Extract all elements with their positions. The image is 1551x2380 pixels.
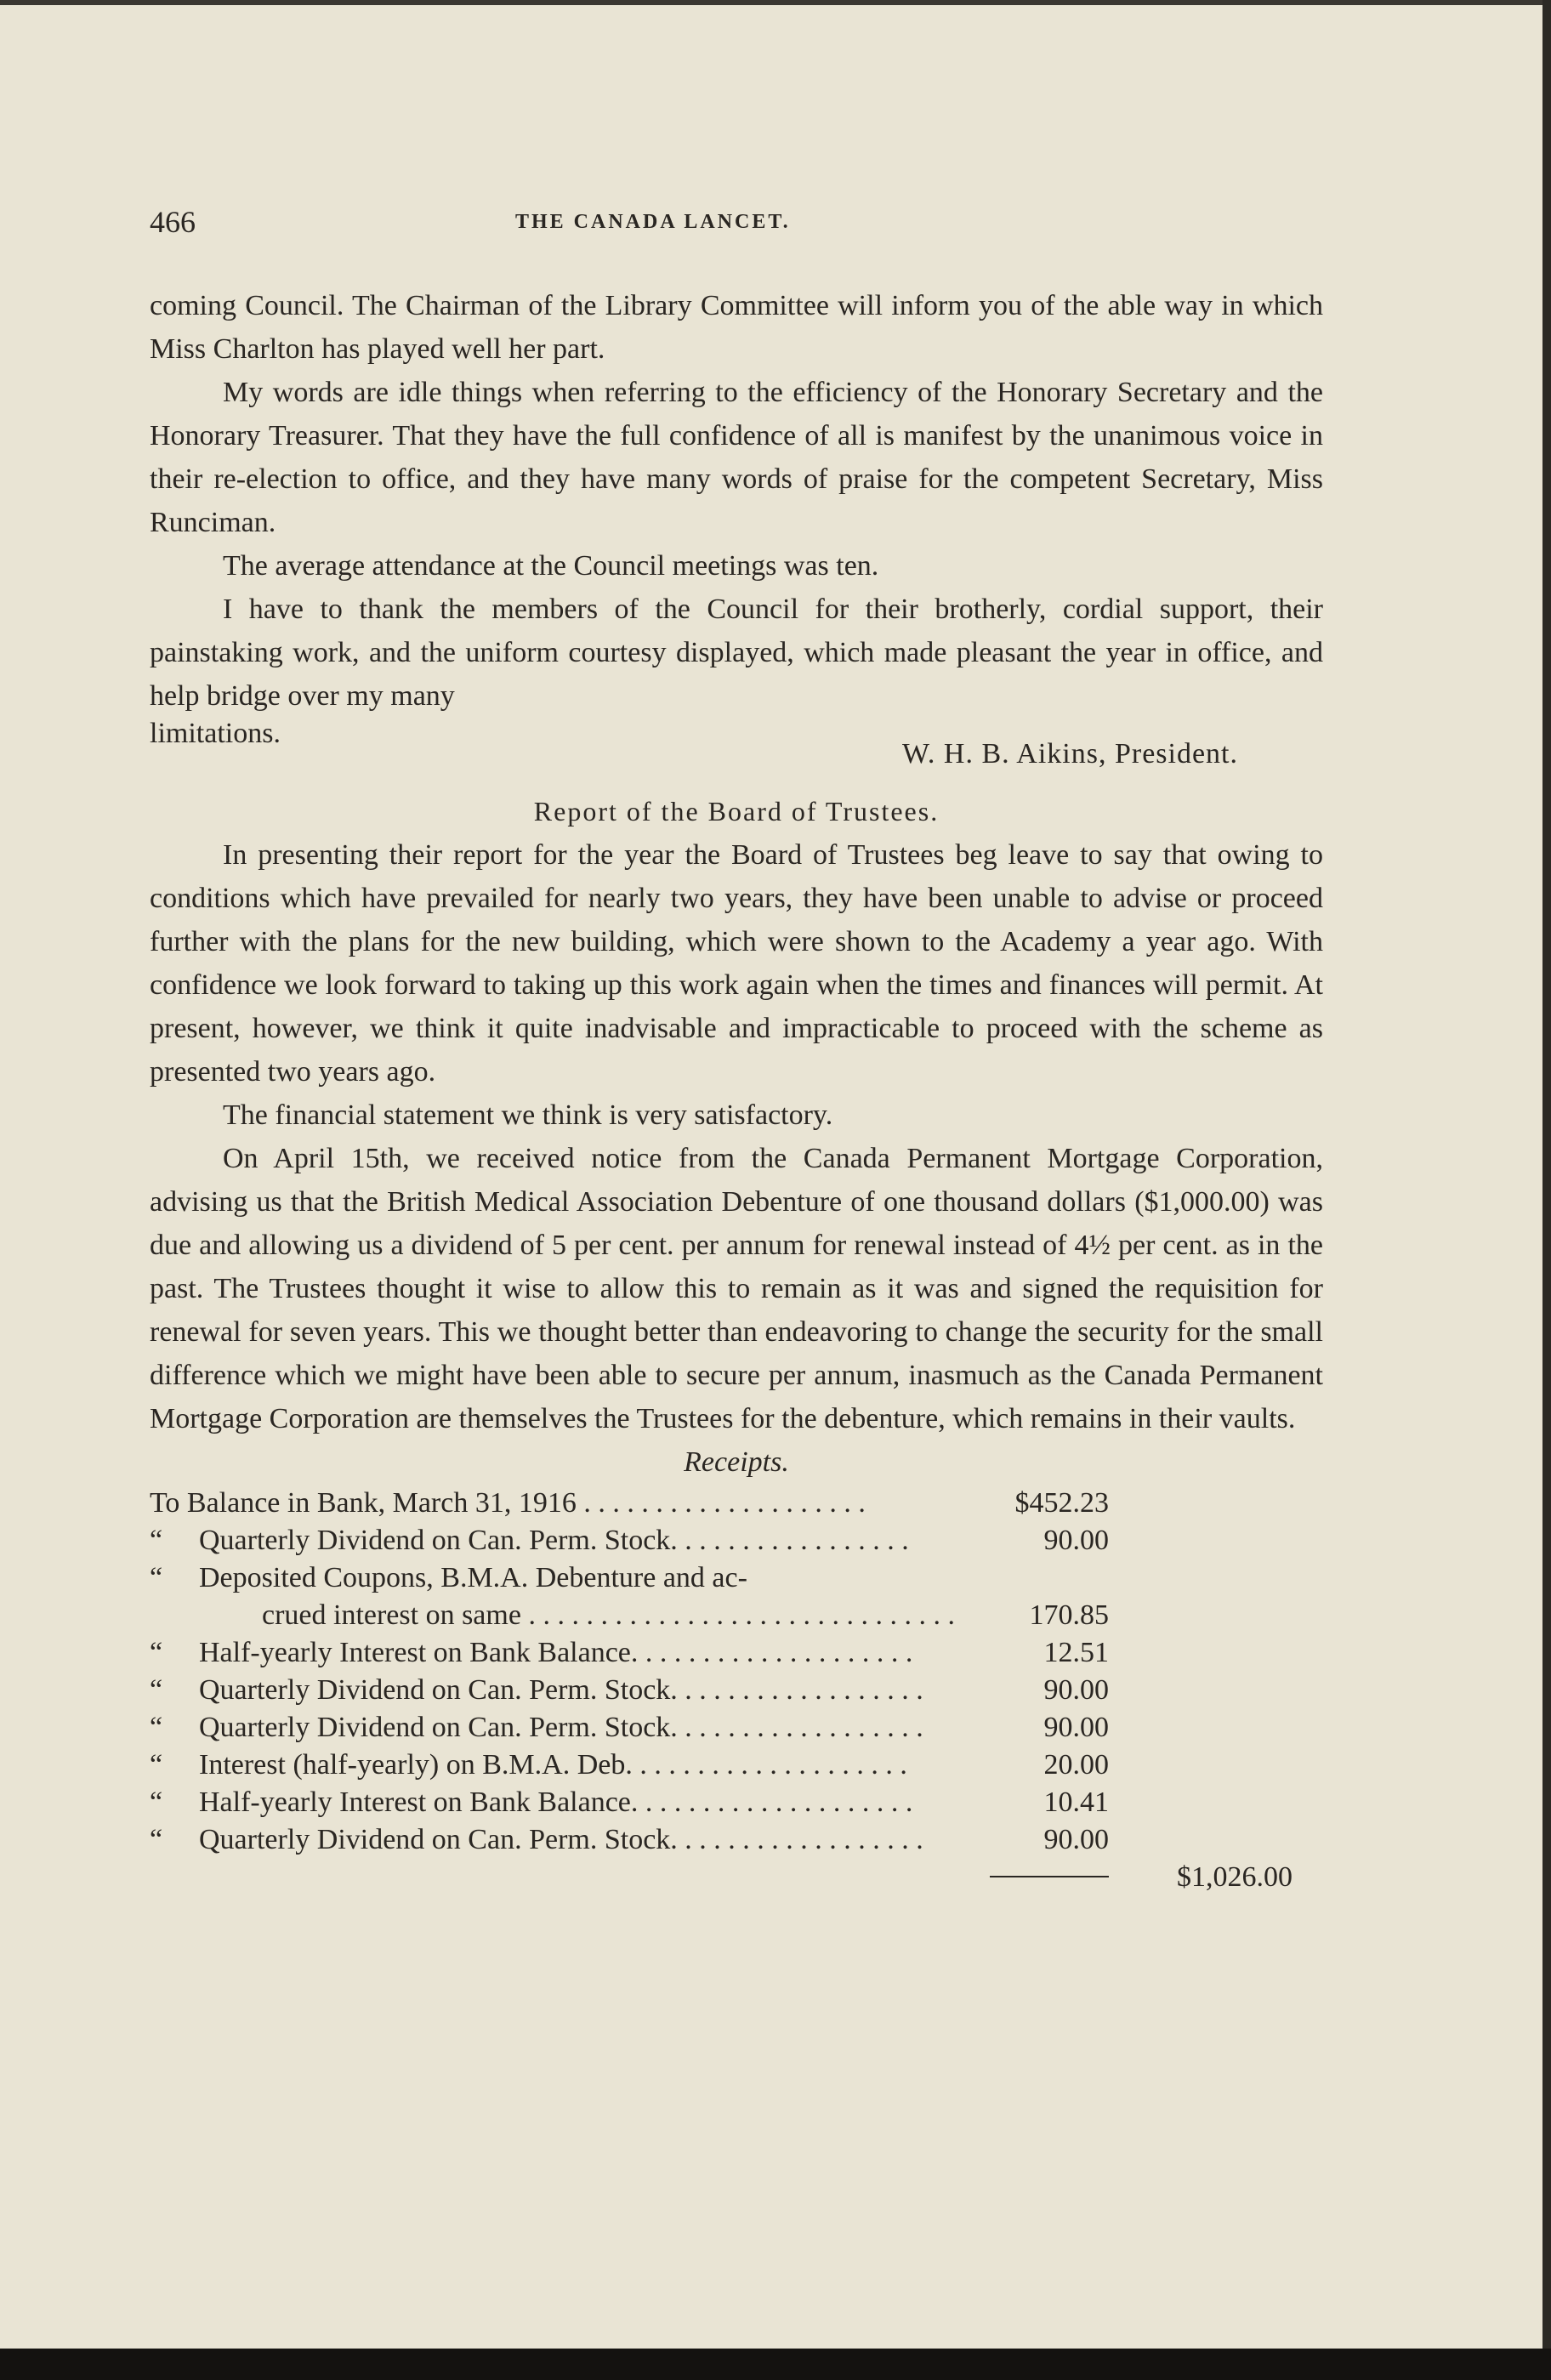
ledger-row [150,1597,1323,1634]
paragraph: coming Council. The Chairman of the Library Committee will inform you of the able way in which Miss Charlton has played well her part. [150,290,1323,365]
ledger-amount: 90.00 [1043,1674,1109,1706]
ledger-amount: 20.00 [1043,1749,1109,1781]
paragraph: On April 15th, we received notice from the Canada Permanent Mortgage Corporation, advising us that the British Medical Association Debenture of one thousand dollars ($1,000.00) was due and allowing us a dividend of 5 per cent. per annum for renewal instead of 4½ per cent. as in the past. The Trustees thought it wise to allow this to remain as it was and signed the requisition for renewal for seven years. This we thought better than endeavoring to change the security for the small difference which we might have been able to secure per annum, inasmuch as the Canada Permanent Mortgage Corporation are themselves the Trustees for the debenture, which remains in their vaults. [150,1143,1323,1434]
paragraph: My words are idle things when referring to the efficiency of the Honorary Secretary and the Honorary Treasurer. That they have the full confidence of all is manifest by the unanimous voice in their re-election to office, and they have many words of praise for the competent Secretary, Miss Runciman. [150,377,1323,538]
ledger-amount: 170.85 [1029,1599,1109,1631]
signature: W. H. B. Aikins, President. [901,738,1238,770]
page-header [150,204,1323,255]
ledger-description: Half-yearly Interest on Bank Balance. . . . . . . . . . . . . . . . . . . . [199,1637,913,1668]
ledger-total: $1,026.00 [1177,1861,1292,1893]
section-title: Report of the Board of Trustees. [533,796,940,826]
ledger-row [150,1634,1323,1672]
ditto-mark: “ [150,1824,163,1855]
sum-rule [990,1876,1109,1877]
ledger-amount: 90.00 [1043,1712,1109,1743]
ledger-description: Quarterly Dividend on Can. Perm. Stock. . . . . . . . . . . . . . . . . [199,1525,909,1556]
paragraph: In presenting their report for the year the Board of Trustees beg leave to say that owing to conditions which have prevailed for nearly two years, they have been unable to advise or proceed further with the plans for the new building, which were shown to the Academy a year ago. With confidence we look forward to taking up this work again when the times and finances will permit. At present, however, we think it quite inadvisable and impracticable to proceed with the scheme as presented two years ago. [150,839,1323,1088]
ledger-description: Deposited Coupons, B.M.A. Debenture and ac- [199,1562,747,1593]
ledger-row [150,1672,1323,1709]
ditto-mark: “ [150,1525,163,1556]
closing-word: limitations. [150,718,281,749]
paragraph: The average attendance at the Council meetings was ten. [223,550,879,582]
ditto-mark: “ [150,1712,163,1743]
ledger-amount: $452.23 [1014,1487,1109,1519]
ditto-mark: “ [150,1562,163,1593]
ditto-mark: “ [150,1637,163,1668]
ledger-row [150,1522,1323,1559]
page-edge-bottom [0,2349,1551,2380]
ditto-mark: “ [150,1674,163,1706]
ledger-description: crued interest on same . . . . . . . . . . . . . . . . . . . . . . . . . . . . . . [262,1599,955,1631]
paragraph: I have to thank the members of the Council for their brotherly, cordial support, their painstaking work, and the uniform courtesy displayed, which made pleasant the year in office, and help bridge over my many [150,594,1323,712]
ledger-description: Quarterly Dividend on Can. Perm. Stock. . . . . . . . . . . . . . . . . . [199,1824,923,1855]
ledger-row [150,1821,1323,1859]
ledger-description: Quarterly Dividend on Can. Perm. Stock. . . . . . . . . . . . . . . . . . [199,1712,923,1743]
ditto-mark: “ [150,1786,163,1818]
paragraph: The financial statement we think is very satisfactory. [223,1099,833,1131]
ledger-total-row [150,1859,1323,1896]
ledger-row [150,1559,1323,1597]
ledger-description: Half-yearly Interest on Bank Balance. . . . . . . . . . . . . . . . . . . . [199,1786,913,1818]
page-edge-top [0,0,1551,5]
ledger-amount: 10.41 [1043,1786,1109,1818]
ledger-description: To Balance in Bank, March 31, 1916 . . . . . . . . . . . . . . . . . . . . [150,1487,866,1519]
ledger-row [150,1709,1323,1747]
ledger-amount: 90.00 [1043,1824,1109,1855]
page-edge-right [1542,0,1551,2380]
ledger-amount: 90.00 [1043,1525,1109,1556]
receipts-title: Receipts. [684,1446,789,1478]
ledger-row [150,1747,1323,1784]
ledger-description: Quarterly Dividend on Can. Perm. Stock. . . . . . . . . . . . . . . . . . [199,1674,923,1706]
running-title: THE CANADA LANCET. [515,211,791,233]
ledger-description: Interest (half-yearly) on B.M.A. Deb. . . . . . . . . . . . . . . . . . . . [199,1749,907,1781]
page-body [150,204,1323,1896]
ledger-row [150,1485,1323,1522]
receipts-ledger [150,1485,1323,1896]
ditto-mark: “ [150,1749,163,1781]
closing-signature-row [150,718,1323,770]
page-number: 466 [150,205,196,239]
ledger-row [150,1784,1323,1821]
ledger-amount: 12.51 [1043,1637,1109,1668]
